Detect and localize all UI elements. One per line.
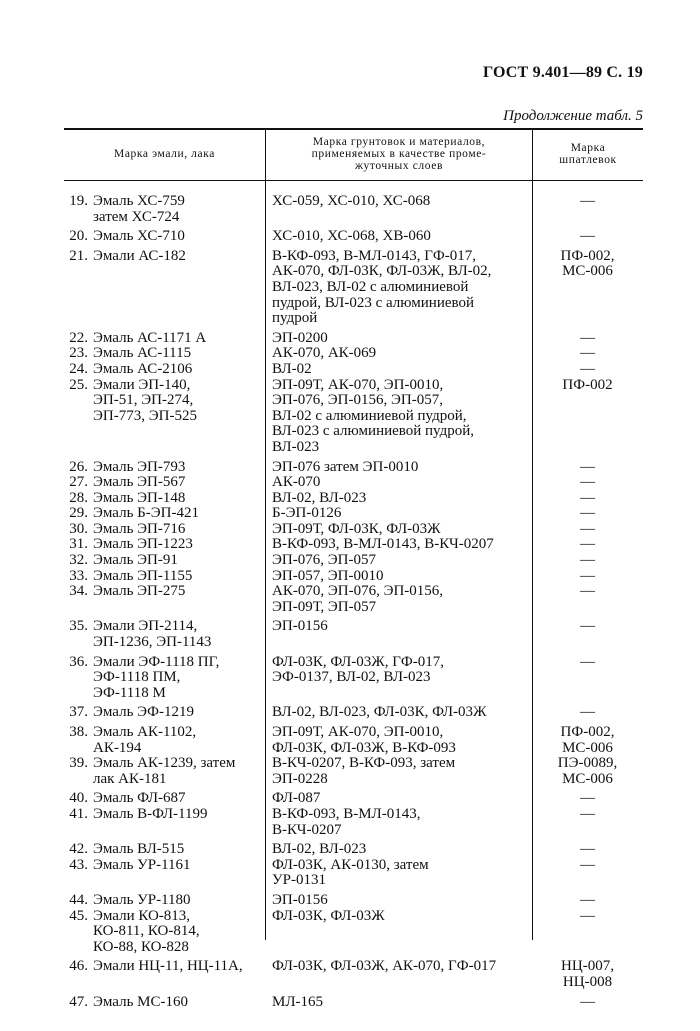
- primer-text: МЛ-165: [272, 993, 324, 1010]
- putty-text: —: [580, 329, 595, 346]
- cell-putty: [532, 522, 643, 538]
- enamel-text: Эмаль ЭП-567: [93, 474, 186, 491]
- primer-text: ХС-059, ХС-010, ХС-068: [272, 193, 431, 209]
- cell-putty: [532, 194, 643, 225]
- table-row: [64, 491, 643, 507]
- table-row: [64, 378, 643, 456]
- putty-text: МС-006: [562, 739, 613, 756]
- cell-putty: [532, 619, 643, 650]
- enamel-text: Эмали ЭП-140,: [93, 376, 191, 393]
- row-number: 27.: [69, 474, 88, 491]
- cell-primer: [265, 842, 532, 858]
- enamel-text: Эмаль В-ФЛ-1199: [93, 805, 208, 822]
- primer-text: ВЛ-02, ВЛ-023: [272, 841, 367, 858]
- cell-putty: [532, 346, 643, 362]
- table-body: [64, 194, 643, 1010]
- enamel-text: Эмаль УР-1161: [93, 856, 191, 873]
- primer-text: ВЛ-02 с алюминиевой пудрой,: [272, 407, 467, 424]
- column-header-primer: [266, 128, 532, 180]
- enamel-text: Эмаль ЭП-1223: [93, 536, 193, 553]
- primer-text: ВЛ-02, ВЛ-023, ФЛ-03К, ФЛ-03Ж: [272, 704, 487, 721]
- row-number: 23.: [69, 345, 88, 362]
- cell-enamel: [64, 756, 265, 787]
- primer-text: В-КФ-093, В-МЛ-0143, В-КЧ-0207: [272, 536, 494, 553]
- enamel-text: лак АК-181: [93, 770, 167, 787]
- cell-primer: [265, 229, 532, 245]
- table-row: [64, 725, 643, 756]
- primer-text: ХС-010, ХС-068, ХВ-060: [272, 228, 431, 245]
- primer-text: ЭФ-0137, ВЛ-02, ВЛ-023: [272, 669, 431, 686]
- putty-text: —: [580, 891, 595, 908]
- cell-putty: [532, 725, 643, 756]
- table-header-rule: [64, 180, 643, 181]
- table-row: [64, 537, 643, 553]
- row-number: 37.: [69, 704, 88, 721]
- cell-primer: [265, 893, 532, 909]
- primer-text: ЭП-09Т, ФЛ-03К, ФЛ-03Ж: [272, 520, 441, 537]
- putty-text: —: [580, 993, 595, 1010]
- enamel-text: Эмаль АС-1171 А: [93, 329, 207, 346]
- cell-enamel: [64, 569, 265, 585]
- cell-putty: [532, 378, 643, 456]
- enamel-text: ЭФ-1118 ПМ,: [93, 669, 181, 686]
- enamel-text: АК-194: [93, 739, 142, 756]
- primer-text: В-КЧ-0207: [272, 821, 342, 838]
- enamel-text: Эмаль АК-1239, затем: [93, 755, 236, 772]
- cell-enamel: [64, 725, 265, 756]
- primer-text: ЭП-09Т, АК-070, ЭП-0010,: [272, 724, 444, 740]
- cell-primer: [265, 346, 532, 362]
- table-row: [64, 791, 643, 807]
- enamel-text: Эмаль ЭП-716: [93, 520, 186, 537]
- cell-enamel: [64, 893, 265, 909]
- primer-text: ВЛ-023, ВЛ-02 с алюминиевой: [272, 278, 469, 295]
- cell-primer: [265, 756, 532, 787]
- materials-table: [64, 128, 643, 1010]
- putty-text: —: [580, 458, 595, 475]
- primer-text: ФЛ-03К, ФЛ-03Ж, ГФ-017,: [272, 653, 444, 670]
- cell-primer: [265, 705, 532, 721]
- row-number: 41.: [69, 805, 88, 822]
- table-row: [64, 475, 643, 491]
- row-number: 31.: [69, 536, 88, 553]
- putty-text: —: [580, 841, 595, 858]
- table-row: [64, 331, 643, 347]
- primer-text: ЭП-076 затем ЭП-0010: [272, 458, 419, 475]
- row-number: 39.: [69, 755, 88, 772]
- putty-text: —: [580, 489, 595, 506]
- primer-text: Б-ЭП-0126: [272, 505, 342, 522]
- enamel-text: Эмаль АС-1115: [93, 345, 192, 362]
- cell-enamel: [64, 553, 265, 569]
- primer-text: ЭП-09Т, АК-070, ЭП-0010,: [272, 376, 444, 393]
- column-header-enamel: [64, 128, 265, 180]
- primer-text: УР-0131: [272, 872, 326, 889]
- cell-putty: [532, 229, 643, 245]
- cell-putty: [532, 569, 643, 585]
- table-row: [64, 705, 643, 721]
- row-number: 43.: [69, 856, 88, 873]
- table-row: [64, 807, 643, 838]
- table-row: [64, 858, 643, 889]
- cell-enamel: [64, 995, 265, 1011]
- cell-enamel: [64, 842, 265, 858]
- cell-primer: [265, 655, 532, 702]
- putty-text: ПФ-002,: [560, 247, 615, 264]
- table-row: [64, 893, 643, 909]
- column-header-line: жуточных слоев: [355, 160, 443, 172]
- cell-primer: [265, 725, 532, 756]
- primer-text: АК-070, ЭП-076, ЭП-0156,: [272, 583, 444, 600]
- row-number: 19.: [69, 193, 88, 209]
- primer-text: В-КФ-093, В-МЛ-0143,: [272, 805, 421, 822]
- primer-text: ФЛ-03К, ФЛ-03Ж: [272, 907, 385, 924]
- cell-primer: [265, 491, 532, 507]
- row-number: 20.: [69, 228, 88, 245]
- enamel-text: Эмаль МС-160: [93, 993, 188, 1010]
- column-header-putty: [533, 128, 643, 180]
- row-number: 38.: [69, 724, 88, 740]
- cell-primer: [265, 249, 532, 327]
- enamel-text: КО-88, КО-828: [93, 938, 189, 955]
- cell-primer: [265, 959, 532, 990]
- putty-text: МС-006: [562, 770, 613, 787]
- cell-enamel: [64, 460, 265, 476]
- enamel-text: Эмаль ЭП-148: [93, 489, 186, 506]
- primer-text: ЭП-076, ЭП-057: [272, 552, 376, 569]
- cell-primer: [265, 995, 532, 1011]
- primer-text: ФЛ-087: [272, 790, 321, 807]
- putty-text: —: [580, 618, 595, 635]
- cell-enamel: [64, 705, 265, 721]
- primer-text: ЭП-09Т, ЭП-057: [272, 598, 377, 615]
- enamel-text: Эмаль Б-ЭП-421: [93, 505, 199, 522]
- cell-putty: [532, 362, 643, 378]
- cell-primer: [265, 791, 532, 807]
- primer-text: ФЛ-03К, ФЛ-03Ж, В-КФ-093: [272, 739, 456, 756]
- putty-text: —: [580, 360, 595, 377]
- enamel-text: Эмаль ЭП-793: [93, 458, 186, 475]
- cell-primer: [265, 460, 532, 476]
- cell-enamel: [64, 491, 265, 507]
- enamel-text: Эмали ЭП-2114,: [93, 618, 198, 635]
- enamel-text: Эмали АС-182: [93, 247, 186, 264]
- table-row: [64, 194, 643, 225]
- primer-text: ВЛ-023: [272, 438, 320, 455]
- table-row: [64, 655, 643, 702]
- cell-primer: [265, 858, 532, 889]
- row-number: 33.: [69, 567, 88, 584]
- table-row: [64, 619, 643, 650]
- primer-text: пудрой: [272, 310, 318, 327]
- cell-enamel: [64, 346, 265, 362]
- enamel-text: Эмаль ЭП-91: [93, 552, 178, 569]
- cell-primer: [265, 362, 532, 378]
- cell-putty: [532, 858, 643, 889]
- cell-primer: [265, 619, 532, 650]
- cell-enamel: [64, 194, 265, 225]
- putty-text: —: [580, 474, 595, 491]
- putty-text: —: [580, 653, 595, 670]
- row-number: 24.: [69, 360, 88, 377]
- cell-enamel: [64, 537, 265, 553]
- primer-text: ВЛ-023 с алюминиевой пудрой,: [272, 423, 475, 440]
- cell-putty: [532, 655, 643, 702]
- putty-text: НЦ-007,: [561, 958, 614, 975]
- row-number: 26.: [69, 458, 88, 475]
- cell-enamel: [64, 331, 265, 347]
- row-number: 21.: [69, 247, 88, 264]
- enamel-text: Эмаль ЭФ-1219: [93, 704, 194, 721]
- row-number: 42.: [69, 841, 88, 858]
- primer-text: ФЛ-03К, ФЛ-03Ж, АК-070, ГФ-017: [272, 958, 497, 975]
- row-number: 29.: [69, 505, 88, 522]
- cell-primer: [265, 909, 532, 956]
- table-row: [64, 249, 643, 327]
- enamel-text: ЭП-1236, ЭП-1143: [93, 634, 212, 651]
- cell-primer: [265, 807, 532, 838]
- enamel-text: Эмаль УР-1180: [93, 891, 191, 908]
- enamel-text: Эмаль ХС-710: [93, 228, 185, 245]
- enamel-text: ЭФ-1118 М: [93, 684, 166, 701]
- table-row: [64, 756, 643, 787]
- putty-text: —: [580, 856, 595, 873]
- column-header-line: Марка грунтовок и материалов,: [312, 136, 486, 148]
- table-row: [64, 522, 643, 538]
- table-row: [64, 959, 643, 990]
- row-number: 35.: [69, 618, 88, 635]
- putty-text: —: [580, 520, 595, 537]
- enamel-text: Эмаль АК-1102,: [93, 724, 197, 740]
- cell-enamel: [64, 475, 265, 491]
- enamel-text: Эмали НЦ-11, НЦ-11А,: [93, 958, 243, 975]
- cell-putty: [532, 475, 643, 491]
- enamel-text: Эмали КО-813,: [93, 907, 191, 924]
- enamel-text: Эмаль ЭП-1155: [93, 567, 193, 584]
- cell-putty: [532, 491, 643, 507]
- cell-putty: [532, 460, 643, 476]
- row-number: 22.: [69, 329, 88, 346]
- putty-text: НЦ-008: [562, 973, 613, 990]
- putty-text: МС-006: [562, 263, 613, 280]
- cell-enamel: [64, 619, 265, 650]
- enamel-text: затем ХС-724: [93, 208, 180, 225]
- cell-primer: [265, 537, 532, 553]
- primer-text: АК-070, АК-069: [272, 345, 377, 362]
- table-row: [64, 229, 643, 245]
- table-row: [64, 569, 643, 585]
- enamel-text: ЭП-773, ЭП-525: [93, 407, 197, 424]
- putty-text: ПЭ-0089,: [557, 755, 618, 772]
- putty-text: —: [580, 583, 595, 600]
- primer-text: ЭП-0200: [272, 329, 328, 346]
- putty-text: ПФ-002,: [560, 724, 615, 740]
- cell-putty: [532, 553, 643, 569]
- putty-text: —: [580, 907, 595, 924]
- cell-enamel: [64, 229, 265, 245]
- row-number: 28.: [69, 489, 88, 506]
- cell-putty: [532, 791, 643, 807]
- cell-enamel: [64, 362, 265, 378]
- primer-text: ЭП-076, ЭП-0156, ЭП-057,: [272, 392, 443, 409]
- enamel-text: Эмаль ВЛ-515: [93, 841, 185, 858]
- cell-enamel: [64, 584, 265, 615]
- putty-text: —: [580, 505, 595, 522]
- putty-text: —: [580, 536, 595, 553]
- putty-text: —: [580, 805, 595, 822]
- cell-enamel: [64, 909, 265, 956]
- cell-primer: [265, 522, 532, 538]
- cell-enamel: [64, 655, 265, 702]
- table-row: [64, 553, 643, 569]
- cell-putty: [532, 909, 643, 956]
- cell-putty: [532, 893, 643, 909]
- cell-enamel: [64, 858, 265, 889]
- cell-putty: [532, 249, 643, 327]
- putty-text: —: [580, 193, 595, 209]
- row-number: 45.: [69, 907, 88, 924]
- cell-enamel: [64, 378, 265, 456]
- putty-text: —: [580, 704, 595, 721]
- cell-enamel: [64, 807, 265, 838]
- primer-text: пудрой, ВЛ-023 с алюминиевой: [272, 294, 475, 311]
- cell-primer: [265, 378, 532, 456]
- cell-enamel: [64, 959, 265, 990]
- putty-text: —: [580, 345, 595, 362]
- cell-putty: [532, 584, 643, 615]
- cell-putty: [532, 807, 643, 838]
- primer-text: ВЛ-02: [272, 360, 312, 377]
- primer-text: ВЛ-02, ВЛ-023: [272, 489, 367, 506]
- putty-text: —: [580, 567, 595, 584]
- cell-enamel: [64, 791, 265, 807]
- cell-putty: [532, 756, 643, 787]
- cell-primer: [265, 475, 532, 491]
- row-number: 32.: [69, 552, 88, 569]
- row-number: 25.: [69, 376, 88, 393]
- cell-enamel: [64, 249, 265, 327]
- enamel-text: Эмаль АС-2106: [93, 360, 193, 377]
- putty-text: ПФ-002: [562, 376, 613, 393]
- row-number: 36.: [69, 653, 88, 670]
- primer-text: ЭП-0156: [272, 891, 328, 908]
- table-row: [64, 995, 643, 1011]
- cell-primer: [265, 584, 532, 615]
- table-row: [64, 460, 643, 476]
- column-header-line: Марка эмали, лака: [114, 148, 215, 160]
- standard-code-header: ГОСТ 9.401—89 С. 19: [482, 64, 643, 81]
- row-number: 46.: [69, 958, 88, 975]
- primer-text: ЭП-0228: [272, 770, 328, 787]
- primer-text: ФЛ-03К, АК-0130, затем: [272, 856, 429, 873]
- cell-putty: [532, 506, 643, 522]
- row-number: 30.: [69, 520, 88, 537]
- row-number: 47.: [69, 993, 88, 1010]
- table-row: [64, 506, 643, 522]
- enamel-text: ЭП-51, ЭП-274,: [93, 392, 194, 409]
- cell-putty: [532, 537, 643, 553]
- row-number: 40.: [69, 790, 88, 807]
- column-header-line: Марка: [570, 142, 606, 154]
- cell-putty: [532, 959, 643, 990]
- cell-putty: [532, 995, 643, 1011]
- enamel-text: Эмаль ХС-759: [93, 193, 185, 209]
- cell-putty: [532, 331, 643, 347]
- cell-primer: [265, 506, 532, 522]
- table-row: [64, 346, 643, 362]
- primer-text: АК-070: [272, 474, 321, 491]
- primer-text: ЭП-0156: [272, 618, 328, 635]
- enamel-text: Эмаль ЭП-275: [93, 583, 186, 600]
- table-continuation-note: Продолжение табл. 5: [503, 108, 643, 124]
- primer-text: АК-070, ФЛ-03К, ФЛ-03Ж, ВЛ-02,: [272, 263, 492, 280]
- putty-text: —: [580, 552, 595, 569]
- cell-primer: [265, 194, 532, 225]
- table-row: [64, 842, 643, 858]
- enamel-text: КО-811, КО-814,: [93, 923, 200, 940]
- cell-enamel: [64, 522, 265, 538]
- column-header-line: шпатлевок: [559, 154, 617, 166]
- cell-primer: [265, 569, 532, 585]
- column-header-line: применяемых в качестве проме-: [311, 148, 487, 160]
- primer-text: ЭП-057, ЭП-0010: [272, 567, 384, 584]
- cell-primer: [265, 331, 532, 347]
- row-number: 34.: [69, 583, 88, 600]
- cell-primer: [265, 553, 532, 569]
- putty-text: —: [580, 228, 595, 245]
- putty-text: —: [580, 790, 595, 807]
- table-row: [64, 584, 643, 615]
- primer-text: В-КЧ-0207, В-КФ-093, затем: [272, 755, 456, 772]
- cell-putty: [532, 842, 643, 858]
- enamel-text: Эмали ЭФ-1118 ПГ,: [93, 653, 220, 670]
- primer-text: В-КФ-093, В-МЛ-0143, ГФ-017,: [272, 247, 476, 264]
- enamel-text: Эмаль ФЛ-687: [93, 790, 186, 807]
- table-row: [64, 362, 643, 378]
- cell-putty: [532, 705, 643, 721]
- row-number: 44.: [69, 891, 88, 908]
- cell-enamel: [64, 506, 265, 522]
- table-row: [64, 909, 643, 956]
